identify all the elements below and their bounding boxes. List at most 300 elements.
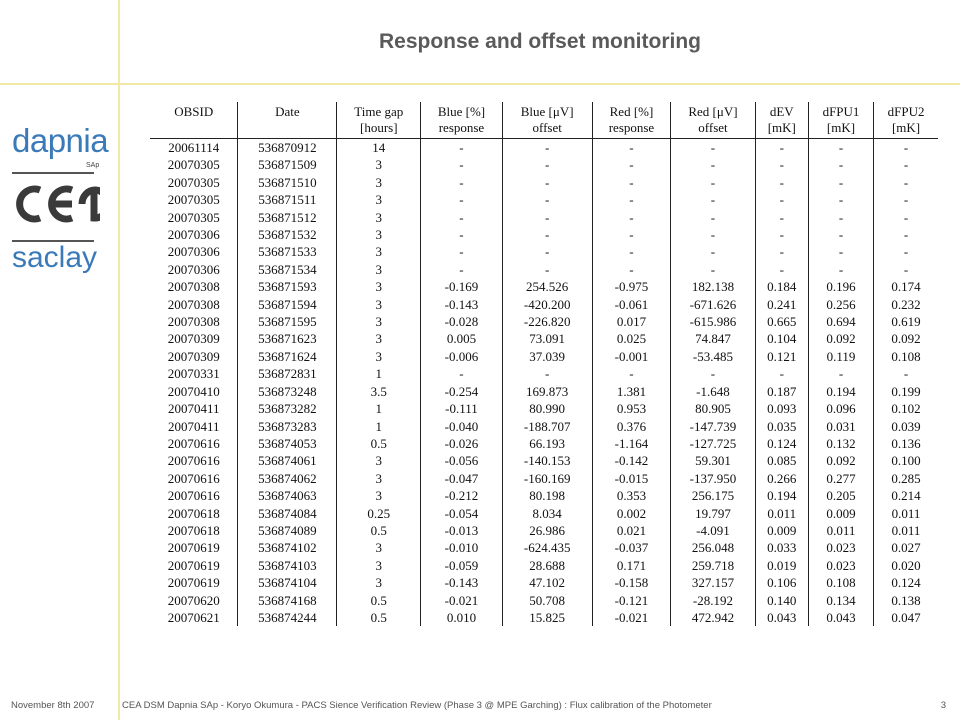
table-cell: -0.015 — [592, 470, 671, 487]
table-cell: 3 — [337, 539, 421, 556]
table-cell: 80.905 — [671, 400, 755, 417]
table-cell: 536874084 — [238, 505, 337, 522]
table-cell: 0.953 — [592, 400, 671, 417]
logo-saclay-text: saclay — [12, 241, 98, 274]
table-cell: 536871623 — [238, 330, 337, 347]
column-header-label: dFPU1 — [822, 104, 860, 119]
table-cell: 169.873 — [502, 383, 592, 400]
table-cell: 327.157 — [671, 574, 755, 591]
table-cell: 20070616 — [167, 453, 220, 469]
table-cell: -28.192 — [671, 592, 755, 609]
table-cell: 256.175 — [671, 487, 755, 504]
table-cell: - — [755, 243, 808, 260]
table-cell: 20070618 — [167, 505, 220, 521]
footer-text: CEA DSM Dapnia SAp - Koryo Okumura - PACS Sience Verification Review (Phase 3 @ MPE Garching) : Flux calibration of the Photometer — [122, 700, 712, 711]
table-cell: - — [671, 191, 755, 208]
table-cell: - — [755, 365, 808, 382]
table-row — [150, 209, 938, 226]
table-cell: -137.950 — [671, 470, 755, 487]
column-header-unit: response — [438, 120, 485, 135]
table-cell: -0.121 — [592, 592, 671, 609]
table-cell: - — [502, 261, 592, 278]
table-cell: 0.011 — [808, 522, 873, 539]
table-row — [150, 313, 938, 330]
table-cell: - — [808, 174, 873, 191]
table-row — [150, 191, 938, 208]
table-row — [150, 522, 938, 539]
table-cell: 0.184 — [755, 278, 808, 295]
table-cell: 0.214 — [874, 487, 938, 504]
table-cell: 0.096 — [808, 400, 873, 417]
logo-sap-text: SAp — [86, 162, 100, 169]
table-cell: 259.718 — [671, 557, 755, 574]
column-header-unit — [240, 120, 334, 136]
table-row — [150, 505, 938, 522]
table-row — [150, 574, 938, 591]
table-cell: 536874244 — [238, 609, 337, 626]
table-cell: 536872831 — [238, 365, 337, 382]
table-cell: - — [421, 365, 502, 382]
table-cell: 1 — [337, 418, 421, 435]
table-row — [150, 330, 938, 347]
table-cell: - — [874, 139, 938, 157]
table-cell: 0.171 — [592, 557, 671, 574]
table-cell: 536874061 — [238, 452, 337, 469]
table-cell: -140.153 — [502, 452, 592, 469]
table-cell: 20070305 — [167, 174, 220, 190]
table-cell: 0.017 — [592, 313, 671, 330]
table-cell: 472.942 — [671, 609, 755, 626]
table-cell: 20070309 — [167, 331, 220, 347]
table-cell: 14 — [337, 139, 421, 157]
table-cell: 0.196 — [808, 278, 873, 295]
table-cell: 0.376 — [592, 418, 671, 435]
table-cell: 66.193 — [502, 435, 592, 452]
column-header — [808, 102, 873, 139]
table-cell: 256.048 — [671, 539, 755, 556]
table-cell: 20070305 — [167, 157, 220, 173]
table-cell: 0.033 — [755, 539, 808, 556]
table-cell: 0.100 — [874, 452, 938, 469]
table-cell: 3 — [337, 191, 421, 208]
table-cell: 536871532 — [238, 226, 337, 243]
table-cell: - — [502, 243, 592, 260]
table-cell: - — [808, 365, 873, 382]
logo-dapnia-text: dapnia — [12, 122, 109, 159]
table-cell: - — [502, 191, 592, 208]
column-header — [502, 102, 592, 139]
table-row — [150, 278, 938, 295]
table-cell: 0.199 — [874, 383, 938, 400]
table-cell: 536871534 — [238, 261, 337, 278]
table-cell: - — [808, 156, 873, 173]
table-cell: 0.010 — [421, 609, 502, 626]
table-cell: 0.132 — [808, 435, 873, 452]
table-cell: 3 — [337, 174, 421, 191]
table-cell: - — [671, 174, 755, 191]
table-cell: - — [755, 261, 808, 278]
dapnia-cea-saclay-logo — [8, 120, 112, 280]
table-cell: 0.5 — [337, 592, 421, 609]
table-cell: 0.5 — [337, 435, 421, 452]
table-cell: -615.986 — [671, 313, 755, 330]
table-cell: -0.254 — [421, 383, 502, 400]
table-cell: 0.005 — [421, 330, 502, 347]
table-cell: 0.023 — [808, 557, 873, 574]
table-cell: - — [592, 191, 671, 208]
table-cell: 0.025 — [592, 330, 671, 347]
table-cell: 20070616 — [167, 470, 220, 486]
table-cell: -0.040 — [421, 418, 502, 435]
table-cell: 20070306 — [167, 261, 220, 277]
table-cell: 3 — [337, 243, 421, 260]
table-cell: 20070305 — [167, 209, 220, 225]
table-cell: 20070620 — [167, 592, 220, 608]
table-cell: - — [592, 365, 671, 382]
table-cell: 536874103 — [238, 557, 337, 574]
table-cell: -0.061 — [592, 296, 671, 313]
table-cell: 0.277 — [808, 470, 873, 487]
table-cell: 20070411 — [167, 401, 220, 417]
table-cell: -4.091 — [671, 522, 755, 539]
table-cell: 3 — [337, 452, 421, 469]
column-header-unit: [mK] — [767, 120, 796, 135]
table-cell: 0.134 — [808, 592, 873, 609]
table-cell: 0.104 — [755, 330, 808, 347]
table-cell: 536871624 — [238, 348, 337, 365]
table-cell: 20070619 — [167, 540, 220, 556]
table-cell: 0.011 — [874, 505, 938, 522]
table-cell: - — [592, 174, 671, 191]
table-cell: - — [502, 156, 592, 173]
table-cell: -0.001 — [592, 348, 671, 365]
table-cell: 8.034 — [502, 505, 592, 522]
table-cell: -127.725 — [671, 435, 755, 452]
table-cell: 0.047 — [874, 609, 938, 626]
table-cell: 15.825 — [502, 609, 592, 626]
table-cell: 536871512 — [238, 209, 337, 226]
table-row — [150, 557, 938, 574]
table-cell: -188.707 — [502, 418, 592, 435]
table-cell: 0.092 — [808, 452, 873, 469]
table-cell: 0.093 — [755, 400, 808, 417]
cea-logo-icon — [10, 178, 100, 230]
column-header — [755, 102, 808, 139]
table-cell: 0.25 — [337, 505, 421, 522]
table-cell: - — [592, 243, 671, 260]
table-cell: 182.138 — [671, 278, 755, 295]
table-cell: -0.054 — [421, 505, 502, 522]
table-cell: - — [671, 156, 755, 173]
table-cell: -0.142 — [592, 452, 671, 469]
table-cell: 536873248 — [238, 383, 337, 400]
table-cell: 74.847 — [671, 330, 755, 347]
table-cell: 3 — [337, 557, 421, 574]
table-cell: - — [755, 191, 808, 208]
column-header-label: Blue [%] — [437, 104, 486, 119]
table-cell: - — [592, 226, 671, 243]
table-cell: 536873283 — [238, 418, 337, 435]
page-number: 3 — [940, 700, 946, 711]
column-header-label: OBSID — [174, 104, 214, 119]
table-cell: 0.285 — [874, 470, 938, 487]
table-cell: 0.019 — [755, 557, 808, 574]
table-cell: 0.031 — [808, 418, 873, 435]
table-row — [150, 226, 938, 243]
table-cell: 3 — [337, 278, 421, 295]
table-cell: - — [755, 174, 808, 191]
column-header-label: dEV — [769, 104, 794, 119]
column-header-unit: offset — [532, 120, 562, 135]
table-cell: 3 — [337, 209, 421, 226]
table-row — [150, 418, 938, 435]
table-cell: -420.200 — [502, 296, 592, 313]
table-cell: - — [874, 365, 938, 382]
table-cell: 20070308 — [167, 279, 220, 295]
table-row — [150, 296, 938, 313]
table-cell: - — [671, 226, 755, 243]
table-cell: 1 — [337, 365, 421, 382]
table-cell: - — [671, 261, 755, 278]
table-cell: - — [421, 174, 502, 191]
table-cell: -226.820 — [502, 313, 592, 330]
table-cell: - — [421, 243, 502, 260]
table-cell: -0.006 — [421, 348, 502, 365]
table-cell: - — [502, 174, 592, 191]
vertical-divider — [118, 0, 120, 720]
table-cell: 536871593 — [238, 278, 337, 295]
table-row — [150, 261, 938, 278]
table-row — [150, 609, 938, 626]
table-cell: 3 — [337, 226, 421, 243]
table-cell: - — [755, 139, 808, 157]
table-cell: 0.194 — [755, 487, 808, 504]
table-cell: - — [755, 226, 808, 243]
table-cell: 50.708 — [502, 592, 592, 609]
table-cell: - — [874, 226, 938, 243]
column-header-label: Blue [μV] — [520, 104, 574, 119]
table-cell: - — [874, 191, 938, 208]
table-cell: 0.5 — [337, 522, 421, 539]
table-cell: 536874062 — [238, 470, 337, 487]
table-cell: - — [755, 209, 808, 226]
table-cell: -0.169 — [421, 278, 502, 295]
table-cell: -0.013 — [421, 522, 502, 539]
table-cell: 0.009 — [808, 505, 873, 522]
table-row — [150, 400, 938, 417]
table-cell: 0.194 — [808, 383, 873, 400]
table-cell: -1.164 — [592, 435, 671, 452]
column-header — [592, 102, 671, 139]
table-cell: 0.174 — [874, 278, 938, 295]
table-cell: - — [671, 365, 755, 382]
table-cell: -0.037 — [592, 539, 671, 556]
table-cell: 20070619 — [167, 557, 220, 573]
table-cell: 536871533 — [238, 243, 337, 260]
table-cell: -0.212 — [421, 487, 502, 504]
column-header-label: Time gap — [354, 104, 404, 119]
table-cell: - — [874, 261, 938, 278]
table-cell: 0.002 — [592, 505, 671, 522]
table-cell: 0.023 — [808, 539, 873, 556]
column-header-label: dFPU2 — [887, 104, 925, 119]
table-cell: 20061114 — [150, 139, 238, 157]
table-row — [150, 452, 938, 469]
table-cell: 0.108 — [874, 348, 938, 365]
table-cell: 80.198 — [502, 487, 592, 504]
horizontal-divider — [0, 83, 960, 85]
table-cell: 20070616 — [167, 435, 220, 451]
column-header-label: Date — [275, 104, 300, 119]
table-row — [150, 383, 938, 400]
table-cell: 0.256 — [808, 296, 873, 313]
column-header-unit: [mK] — [891, 120, 921, 135]
table-cell: 20070621 — [167, 609, 220, 625]
table-cell: 0.119 — [808, 348, 873, 365]
table-cell: 536874053 — [238, 435, 337, 452]
table-cell: - — [671, 139, 755, 157]
table-cell: 20070616 — [167, 488, 220, 504]
column-header — [337, 102, 421, 139]
table-cell: 0.140 — [755, 592, 808, 609]
table-cell: 0.043 — [755, 609, 808, 626]
table-cell: 1.381 — [592, 383, 671, 400]
table-cell: 20070331 — [167, 366, 220, 382]
table-cell: 0.619 — [874, 313, 938, 330]
column-header — [238, 102, 337, 139]
table-cell: - — [421, 139, 502, 157]
table-cell: 536871511 — [238, 191, 337, 208]
table-cell: 0.085 — [755, 452, 808, 469]
table-cell: 0.102 — [874, 400, 938, 417]
table-cell: 0.266 — [755, 470, 808, 487]
table-cell: - — [592, 156, 671, 173]
table-cell: 3 — [337, 487, 421, 504]
table-cell: 0.353 — [592, 487, 671, 504]
table-cell: - — [808, 261, 873, 278]
table-cell: 0.108 — [808, 574, 873, 591]
logo-rule-top — [12, 172, 94, 174]
table-cell: 20070411 — [167, 418, 220, 434]
table-cell: 0.011 — [755, 505, 808, 522]
table-cell: 47.102 — [502, 574, 592, 591]
table-row — [150, 435, 938, 452]
table-cell: 3 — [337, 296, 421, 313]
table-cell: 536873282 — [238, 400, 337, 417]
table-cell: -0.975 — [592, 278, 671, 295]
table-cell: -0.143 — [421, 296, 502, 313]
table-cell: 0.694 — [808, 313, 873, 330]
table-cell: 536874102 — [238, 539, 337, 556]
table-cell: 0.136 — [874, 435, 938, 452]
table-cell: - — [874, 174, 938, 191]
column-header — [421, 102, 502, 139]
table-body — [150, 139, 938, 627]
table-cell: 0.124 — [874, 574, 938, 591]
table-cell: -147.739 — [671, 418, 755, 435]
table-cell: 0.5 — [337, 609, 421, 626]
table-cell: 536871595 — [238, 313, 337, 330]
table-cell: 0.205 — [808, 487, 873, 504]
table-cell: 0.092 — [808, 330, 873, 347]
column-header-unit: response — [608, 120, 655, 135]
table-cell: 26.986 — [502, 522, 592, 539]
table-cell: -1.648 — [671, 383, 755, 400]
table-cell: - — [421, 226, 502, 243]
table-cell: - — [502, 226, 592, 243]
table-cell: 0.035 — [755, 418, 808, 435]
table-row — [150, 487, 938, 504]
table-cell: 0.241 — [755, 296, 808, 313]
table-row — [150, 539, 938, 556]
table-cell: -0.021 — [421, 592, 502, 609]
table-cell: - — [502, 209, 592, 226]
table-cell: 28.688 — [502, 557, 592, 574]
table-cell: 536870912 — [238, 139, 337, 157]
table-cell: -0.143 — [421, 574, 502, 591]
monitoring-table — [150, 102, 938, 626]
column-header — [150, 102, 238, 139]
table-cell: - — [421, 191, 502, 208]
table-cell: 0.138 — [874, 592, 938, 609]
table-cell: 20070308 — [167, 296, 220, 312]
table-cell: - — [502, 365, 592, 382]
column-header-unit: [hours] — [359, 120, 398, 135]
table-cell: - — [671, 209, 755, 226]
table-row — [150, 174, 938, 191]
table-cell: 0.106 — [755, 574, 808, 591]
table-cell: - — [808, 139, 873, 157]
column-header-label: Red [μV] — [688, 104, 738, 119]
table-cell: -0.026 — [421, 435, 502, 452]
table-cell: 3.5 — [337, 383, 421, 400]
table-cell: 0.232 — [874, 296, 938, 313]
table-cell: 0.043 — [808, 609, 873, 626]
table-cell: - — [592, 209, 671, 226]
table-row — [150, 592, 938, 609]
table-cell: -0.047 — [421, 470, 502, 487]
table-cell: 59.301 — [671, 452, 755, 469]
table-cell: 73.091 — [502, 330, 592, 347]
table-cell: 536874104 — [238, 574, 337, 591]
table-row — [150, 365, 938, 382]
table-cell: - — [421, 261, 502, 278]
column-header — [874, 102, 938, 139]
column-header-label: Red [%] — [609, 104, 654, 119]
table-cell: 3 — [337, 470, 421, 487]
table-cell: 536871510 — [238, 174, 337, 191]
table-cell: 0.011 — [874, 522, 938, 539]
table-cell: - — [421, 156, 502, 173]
table-cell: -0.028 — [421, 313, 502, 330]
table-cell: - — [808, 243, 873, 260]
table-cell: -0.010 — [421, 539, 502, 556]
table-cell: -0.111 — [421, 400, 502, 417]
table-cell: -624.435 — [502, 539, 592, 556]
table-cell: 0.092 — [874, 330, 938, 347]
slide-footer — [0, 700, 960, 716]
table-cell: 3 — [337, 574, 421, 591]
table-cell: 0.009 — [755, 522, 808, 539]
table-cell: 20070306 — [167, 244, 220, 260]
table-cell: -671.626 — [671, 296, 755, 313]
table-cell: - — [874, 156, 938, 173]
table-cell: - — [808, 191, 873, 208]
table-cell: - — [502, 139, 592, 157]
table-cell: 0.021 — [592, 522, 671, 539]
table-cell: 536871594 — [238, 296, 337, 313]
table-cell: 20070306 — [167, 227, 220, 243]
